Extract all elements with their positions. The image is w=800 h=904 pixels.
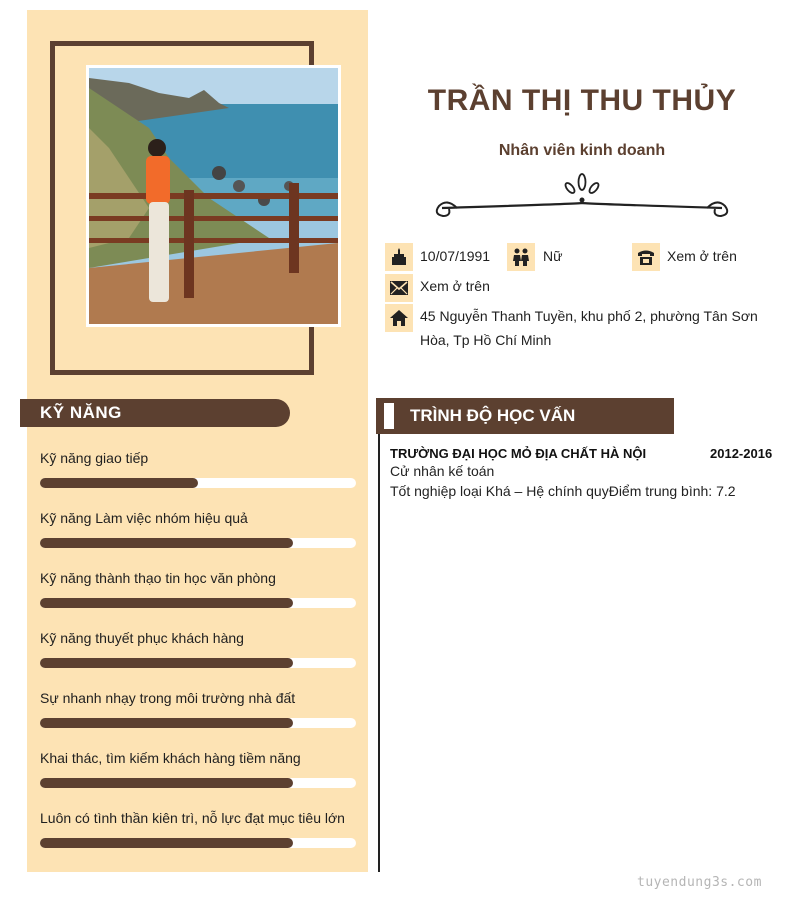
skill-label: Kỹ năng thành thạo tin học văn phòng — [40, 570, 276, 586]
graduation-result: Tốt nghiệp loại Khá – Hệ chính quyĐiểm trung bình: 7.2 — [390, 483, 736, 499]
timeline-line — [378, 400, 380, 872]
gender: Nữ — [543, 248, 563, 264]
skill-bar-fill — [40, 718, 293, 728]
skill-label: Sự nhanh nhạy trong môi trường nhà đất — [40, 690, 296, 706]
watermark: tuyendung3s.com — [637, 875, 762, 890]
job-position: Nhân viên kinh doanh — [498, 142, 666, 159]
skill-item — [40, 568, 356, 588]
skill-item — [40, 448, 356, 468]
birthday-cake-icon — [385, 243, 413, 271]
school-name: TRƯỜNG ĐẠI HỌC MỎ ĐỊA CHẤT HÀ NỘI — [390, 446, 647, 461]
skill-label: Kỹ năng Làm việc nhóm hiệu quả — [40, 510, 248, 526]
candidate-name: TRẦN THỊ THU THỦY — [427, 84, 737, 117]
skill-label: Kỹ năng thuyết phục khách hàng — [40, 630, 244, 646]
skill-bar — [40, 478, 356, 488]
people-icon — [507, 243, 535, 271]
skill-item — [40, 508, 356, 528]
skill-bar — [40, 778, 356, 788]
telephone-icon — [632, 243, 660, 271]
education-header — [376, 398, 674, 434]
skill-bar-fill — [40, 538, 293, 548]
skill-bar — [40, 598, 356, 608]
skill-bar — [40, 838, 356, 848]
skill-bar-fill — [40, 838, 293, 848]
skill-label: Luôn có tình thần kiên trì, nỗ lực đạt mục tiêu lớn — [40, 810, 345, 826]
home-icon — [385, 304, 413, 332]
header-marker — [384, 403, 394, 429]
skill-bar — [40, 538, 356, 548]
degree: Cử nhân kế toán — [390, 463, 495, 479]
skill-label: Khai thác, tìm kiếm khách hàng tiềm năng — [40, 750, 301, 766]
skill-bar — [40, 658, 356, 668]
email: Xem ở trên — [420, 278, 490, 294]
skill-item — [40, 688, 356, 708]
skill-bar — [40, 718, 356, 728]
skills-title: KỸ NĂNG — [20, 399, 290, 427]
profile-photo — [86, 65, 341, 327]
address-line-2: Hòa, Tp Hồ Chí Minh — [420, 332, 552, 348]
address — [420, 304, 758, 352]
ornament-divider-icon — [432, 170, 732, 220]
skill-item — [40, 808, 356, 828]
education-title: TRÌNH ĐỘ HỌC VẤN — [410, 406, 576, 425]
skill-bar-fill — [40, 478, 198, 488]
skill-bar-fill — [40, 778, 293, 788]
skill-label: Kỹ năng giao tiếp — [40, 450, 149, 466]
skill-bar-fill — [40, 658, 293, 668]
study-years: 2012-2016 — [710, 446, 773, 461]
birthdate: 10/07/1991 — [420, 248, 491, 264]
address-line-1: 45 Nguyễn Thanh Tuyền, khu phố 2, phường Tân Sơn — [420, 308, 758, 324]
envelope-icon — [385, 274, 413, 302]
phone: Xem ở trên — [667, 248, 737, 264]
skill-bar-fill — [40, 598, 293, 608]
skill-item — [40, 628, 356, 648]
skill-item — [40, 748, 356, 768]
